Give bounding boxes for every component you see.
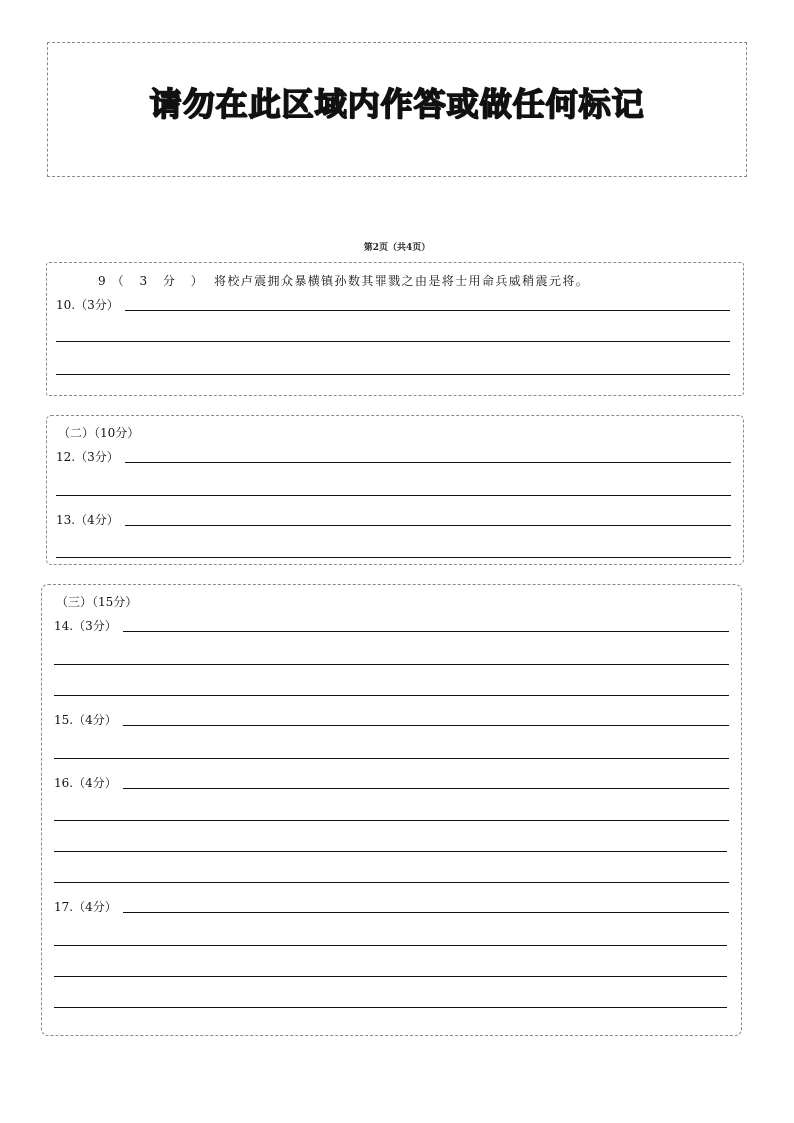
answer-line[interactable] [56,341,730,342]
question-14-row[interactable] [54,619,729,633]
page-number: 第2页（共4页） [363,243,431,253]
answer-line[interactable] [54,882,729,883]
question-16-row[interactable] [54,776,729,790]
question-9-number: 9（ 3 分 ） [98,274,209,288]
question-15-label: 15.（4分） [54,713,117,727]
question-17-label: 17.（4分） [54,900,117,914]
answer-line[interactable] [54,976,727,977]
answer-line[interactable] [56,374,730,375]
answer-line[interactable] [123,911,729,913]
question-12-label: 12.（3分） [56,450,119,464]
question-10-label: 10.（3分） [56,298,119,312]
answer-line[interactable] [54,851,727,852]
answer-line[interactable] [56,557,731,558]
question-12-row[interactable] [56,450,731,464]
question-16-label: 16.（4分） [54,776,117,790]
section-3-heading: （三）（15分） [56,595,138,609]
no-answer-zone [47,42,747,177]
answer-line[interactable] [54,758,729,759]
answer-box-section-3 [41,584,742,1036]
answer-box-section-2 [46,415,744,565]
answer-line[interactable] [54,695,729,696]
question-17-row[interactable] [54,900,729,914]
answer-line[interactable] [123,630,729,632]
answer-line[interactable] [54,820,729,821]
answer-line[interactable] [56,495,731,496]
section-2-heading: （二）（10分） [58,426,140,440]
question-9-text: 将校卢震拥众暴横镇孙数其罪戮之由是将士用命兵威稍震元将。 [213,274,590,288]
question-14-label: 14.（3分） [54,619,117,633]
answer-line[interactable] [125,309,730,311]
answer-line[interactable] [123,787,729,789]
answer-line[interactable] [123,724,729,726]
no-answer-warning: 请勿在此区域内作答或做任何标记 [149,85,645,123]
answer-line[interactable] [54,664,729,665]
question-13-label: 13.（4分） [56,513,119,527]
answer-line[interactable] [54,1007,727,1008]
answer-line[interactable] [125,524,731,526]
answer-line[interactable] [125,461,731,463]
question-9 [98,272,589,289]
question-13-row[interactable] [56,513,731,527]
question-15-row[interactable] [54,713,729,727]
answer-line[interactable] [54,945,727,946]
question-10-row[interactable] [56,298,730,312]
